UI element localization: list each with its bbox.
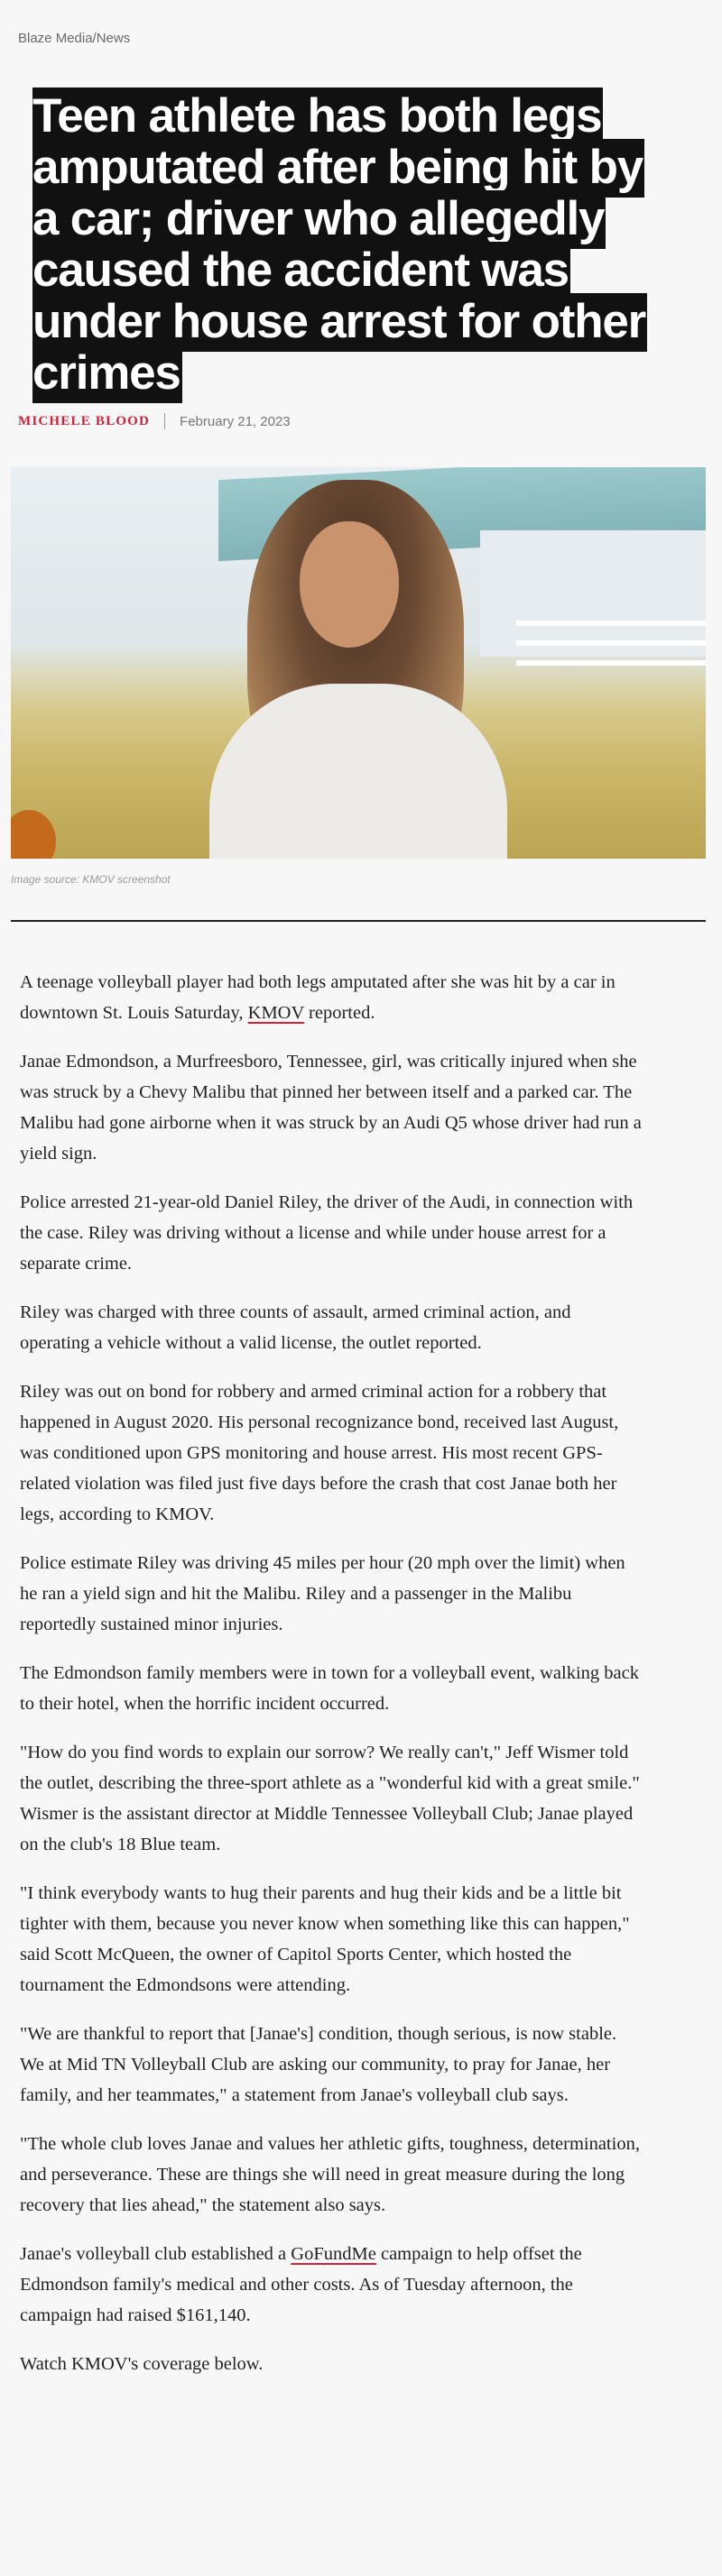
byline-divider <box>164 413 165 429</box>
paragraph-13: Janae's volleyball club established a GoFundMe campaign to help offset the Edmondson family's medical and other costs. As of Tuesday afternoon, the campaign had raised $161,140. <box>20 2244 582 2325</box>
author-link[interactable]: MICHELE BLOOD <box>18 413 151 428</box>
paragraph-5: Riley was out on bond for robbery and armed criminal action for a robbery that happened in August 2020. His personal recognizance bond, received last August, was conditioned upon GPS monitoring and house arrest. His most recent GPS-related violation was filed just five days before the crash that cost Janae both her legs, according to KMOV. <box>20 1382 619 1524</box>
paragraph-12: "The whole club loves Janae and values her athletic gifts, toughness, determination, and perseverance. These are things she will need in great measure during the long recovery that lies ahead," the statement also says. <box>20 2134 640 2215</box>
publish-date: February 21, 2023 <box>180 413 291 429</box>
gofundme-link[interactable]: GoFundMe <box>291 2244 376 2264</box>
image-caption: Image source: KMOV screenshot <box>11 873 171 886</box>
section-divider <box>11 920 706 922</box>
paragraph-14: Watch KMOV's coverage below. <box>20 2354 264 2374</box>
hero-image <box>11 467 706 859</box>
paragraph-7: The Edmondson family members were in town for a volleyball event, walking back to their hotel, when the horrific incident occurred. <box>20 1663 639 1714</box>
article-headline <box>32 90 664 399</box>
paragraph-10: "I think everybody wants to hug their parents and hug their kids and be a little bit tighter with them, because you never know when something like this can happen," said Scott McQueen, the owner of Capitol Sports Center, which hosted the tournament the Edmondsons were attending. <box>20 1883 630 1995</box>
kmov-link[interactable]: KMOV <box>247 1003 304 1023</box>
paragraph-2: Janae Edmondson, a Murfreesboro, Tennessee, girl, was critically injured when she was struck by a Chevy Malibu that pinned her between itself and a parked car. The Malibu had gone airborne when it was struck by an Audi Q5 whose driver had run a yield sign. <box>20 1052 642 1164</box>
site-name[interactable]: Blaze Media/News <box>18 31 131 46</box>
byline <box>18 413 291 429</box>
article-body <box>20 967 643 2379</box>
headline-text: Teen athlete has both legs amputated after being hit by a car; driver who allegedly caused the accident was under house arrest for other crimes <box>32 87 647 403</box>
paragraph-11: "We are thankful to report that [Janae's] condition, though serious, is now stable. We at Mid TN Volleyball Club are asking our community, to pray for Janae, her family, and her teammates," a statement from Janae's volleyball club says. <box>20 2024 617 2105</box>
paragraph-4: Riley was charged with three counts of assault, armed criminal action, and operating a vehicle without a valid license, the outlet reported. <box>20 1302 571 1353</box>
paragraph-8: "How do you find words to explain our sorrow? We really can't," Jeff Wismer told the outlet, describing the three-sport athlete as a "wonderful kid with a great smile." <box>20 1743 640 1793</box>
paragraph-1: A teenage volleyball player had both legs amputated after she was hit by a car in downtown St. Louis Saturday, KMOV reported. <box>20 972 616 1023</box>
paragraph-6: Police estimate Riley was driving 45 miles per hour (20 mph over the limit) when he ran a yield sign and hit the Malibu. Riley and a passenger in the Malibu reportedly sustained minor injuries. <box>20 1553 625 1634</box>
paragraph-3: Police arrested 21-year-old Daniel Riley, the driver of the Audi, in connection with the case. Riley was driving without a license and while under house arrest for a separate crime. <box>20 1192 634 1274</box>
paragraph-9: Wismer is the assistant director at Middle Tennessee Volleyball Club; Janae played on the club's 18 Blue team. <box>20 1804 634 1854</box>
